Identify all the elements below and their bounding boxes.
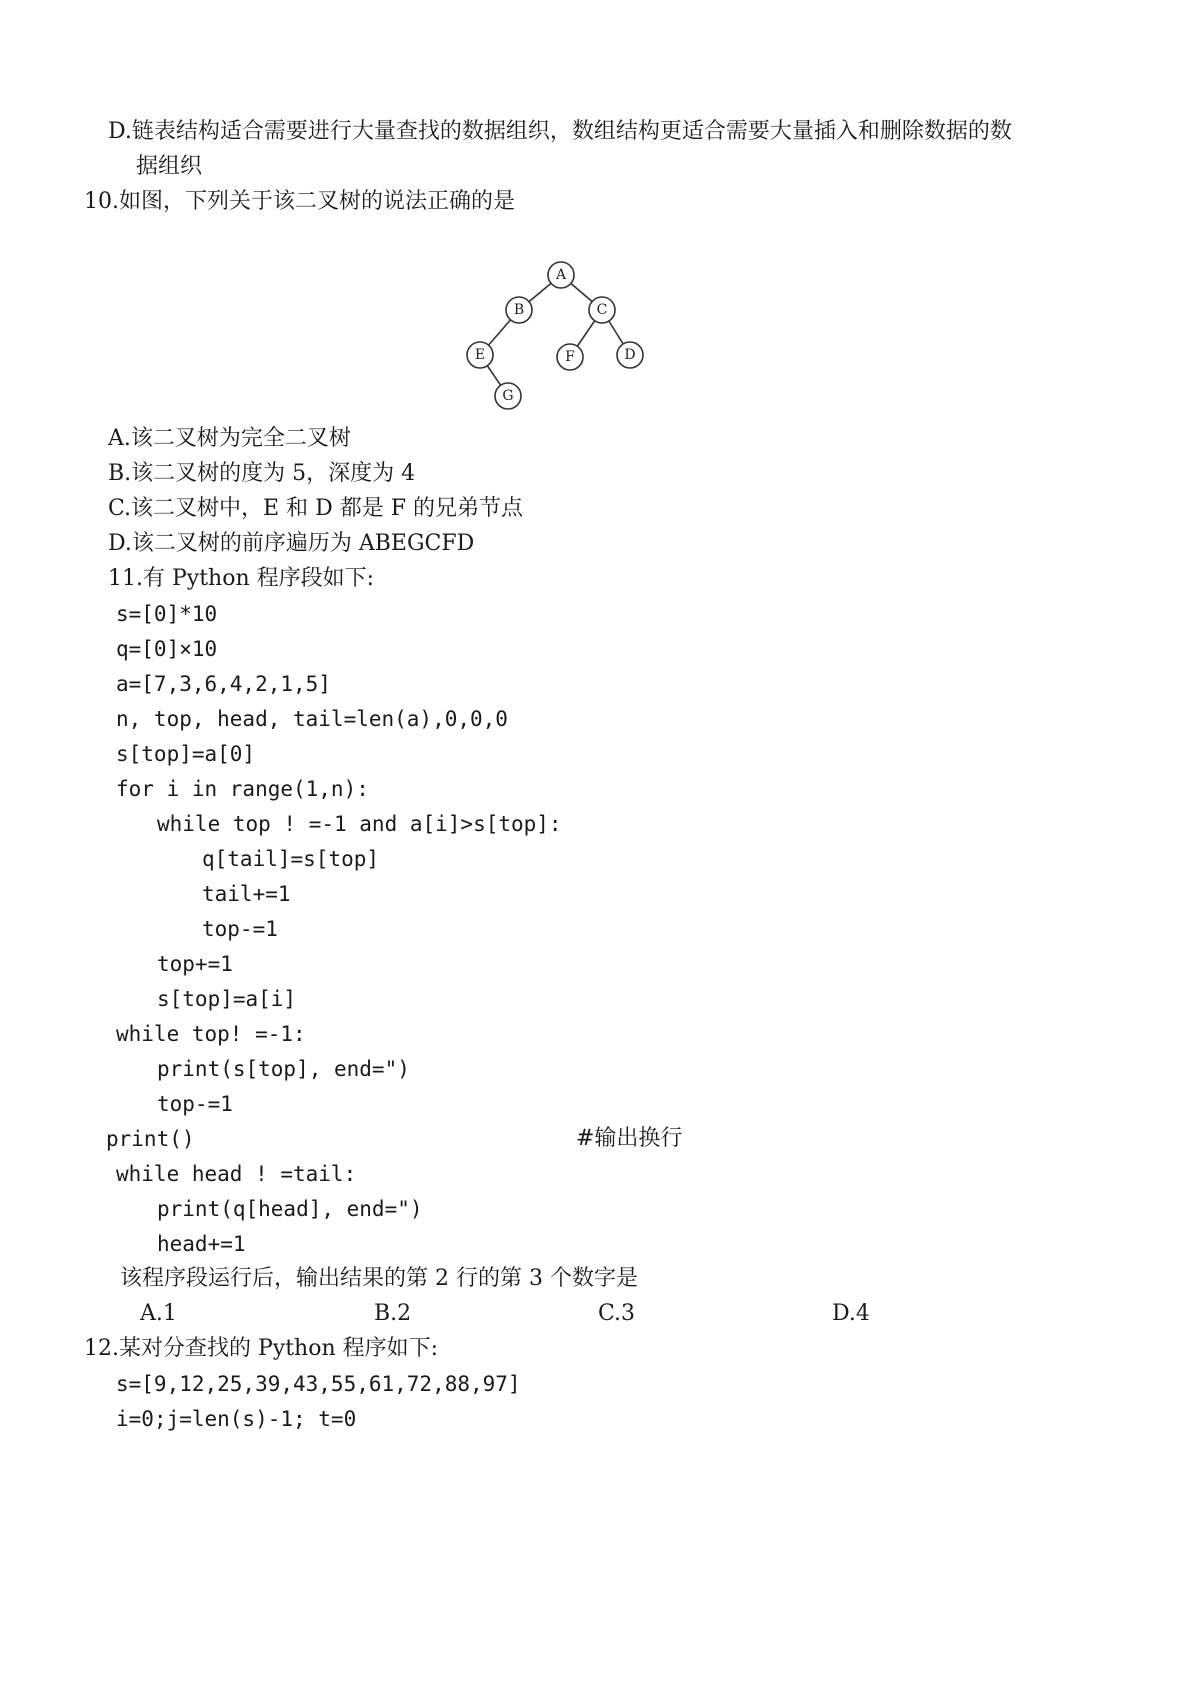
q10-stem: 10.如图，下列关于该二叉树的说法正确的是 — [84, 189, 515, 214]
code-line: q=[0]×10 — [116, 637, 218, 661]
q11-option-d: D.4 — [832, 1301, 870, 1326]
code-line: s[top]=a[i] — [157, 987, 297, 1011]
q11-option-c: C.3 — [598, 1301, 636, 1326]
tree-node-e-label: E — [474, 347, 486, 363]
code-line: tail+=1 — [202, 882, 291, 906]
code-line: for i in range(1,n): — [116, 777, 369, 801]
code-line: head+=1 — [157, 1232, 246, 1256]
binary-tree-nodes — [466, 260, 666, 420]
tree-node-d-label: D — [624, 347, 636, 363]
q11-question: 该程序段运行后，输出结果的第 2 行的第 3 个数字是 — [120, 1266, 638, 1291]
code-line: while head ! =tail: — [116, 1162, 357, 1186]
q10-option-d: D.该二叉树的前序遍历为 ABEGCFD — [108, 531, 475, 556]
code-line: print(s[top], end=") — [157, 1057, 410, 1081]
code-line: while top! =-1: — [116, 1022, 306, 1046]
q10-option-a: A.该二叉树为完全二叉树 — [108, 426, 351, 451]
code-line: s[top]=a[0] — [116, 742, 256, 766]
q9-option-d-line1: D.链表结构适合需要进行大量查找的数据组织，数组结构更适合需要大量插入和删除数据的数 — [108, 119, 1012, 144]
q11-stem: 11.有 Python 程序段如下: — [108, 566, 375, 591]
code-line: a=[7,3,6,4,2,1,5] — [116, 672, 331, 696]
q11-option-b: B.2 — [374, 1301, 412, 1326]
tree-node-c-label: C — [596, 302, 608, 318]
tree-node-f-label: F — [565, 349, 575, 365]
q11-option-a: A.1 — [140, 1301, 177, 1326]
code-line: q[tail]=s[top] — [202, 847, 380, 871]
q9-option-d-line2: 据组织 — [136, 154, 203, 179]
code-line: i=0;j=len(s)-1; t=0 — [116, 1407, 357, 1431]
code-line: print(q[head], end=") — [157, 1197, 423, 1221]
q10-option-b: B.该二叉树的度为 5，深度为 4 — [108, 461, 416, 486]
code-line: s=[0]*10 — [116, 602, 218, 626]
code-line: top-=1 — [202, 917, 278, 941]
code-line: print() — [106, 1127, 195, 1151]
code-line: n, top, head, tail=len(a),0,0,0 — [116, 707, 508, 731]
code-line: while top ! =-1 and a[i]>s[top]: — [157, 812, 562, 836]
q10-option-c: C.该二叉树中，E 和 D 都是 F 的兄弟节点 — [108, 496, 523, 521]
tree-node-a-label: A — [555, 267, 567, 283]
code-comment: #输出换行 — [576, 1126, 683, 1151]
code-line: top+=1 — [157, 952, 233, 976]
code-line: top-=1 — [157, 1092, 233, 1116]
tree-node-b-label: B — [513, 302, 525, 318]
q12-stem: 12.某对分查找的 Python 程序如下: — [84, 1336, 439, 1361]
tree-node-g-label: G — [502, 388, 514, 404]
code-line: s=[9,12,25,39,43,55,61,72,88,97] — [116, 1372, 521, 1396]
